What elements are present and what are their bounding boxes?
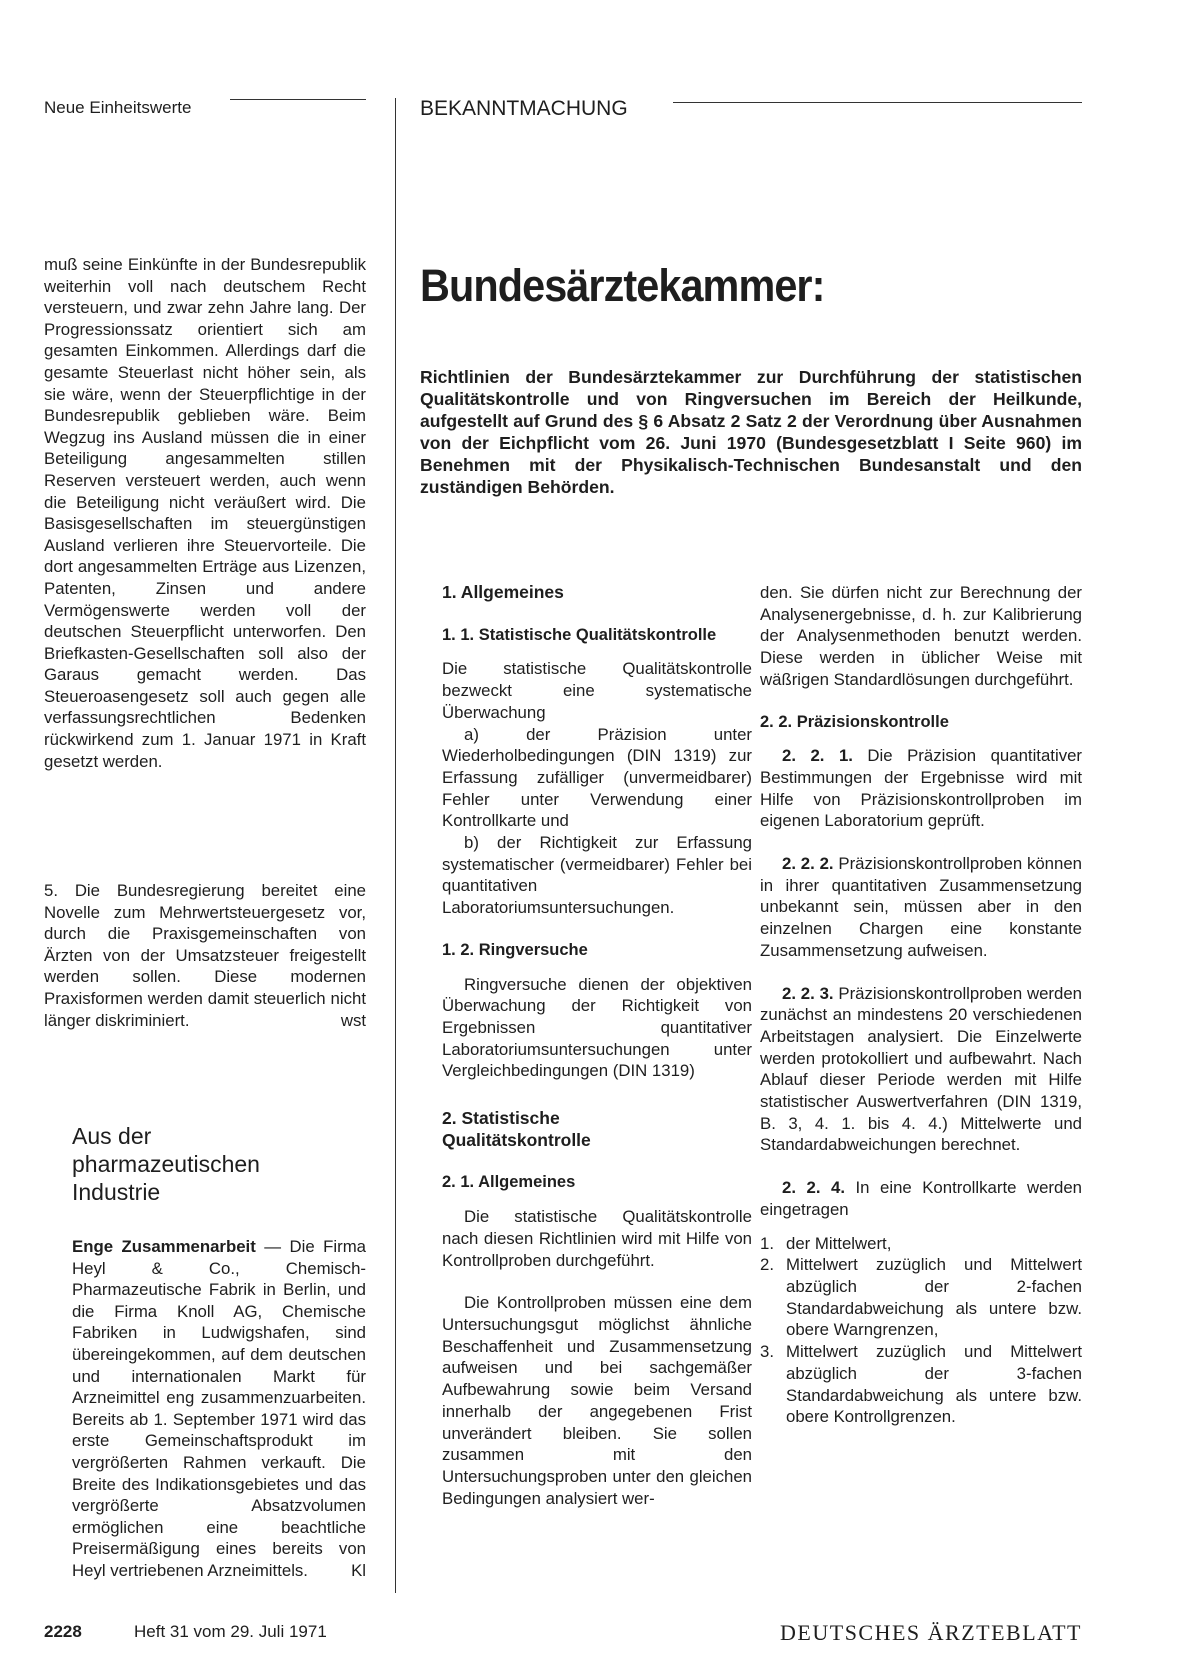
list-item-number: 2.	[760, 1255, 774, 1275]
section-2-1-heading: 2. 1. Allgemeines	[442, 1173, 576, 1192]
journal-name: DEUTSCHES ÄRZTEBLATT	[780, 1620, 1082, 1645]
section-2-2-2	[760, 853, 1082, 962]
left-paragraph-5	[44, 880, 366, 1031]
page-footer	[44, 1620, 1082, 1646]
section-2-1-text-1: Die statistische Qualitätskontrolle nach diesen Richtlinien wird mit Hilfe von Kontrollproben durchgeführt.	[442, 1207, 752, 1270]
list-item-number: 3.	[760, 1342, 774, 1362]
list-item-text: Mittelwert zuzüglich und Mittelwert abzüglich der 2-fachen Standardabweichung als untere bzw. obere Warngrenzen,	[786, 1255, 1082, 1340]
section-1-2-text: Ringversuche dienen der objektiven Überwachung der Richtigkeit von Ergebnissen quantitativer Laboratoriumsuntersuchungen unter Vergleichbedingungen (DIN 1319)	[442, 974, 752, 1081]
article-column-1	[442, 582, 752, 1509]
list-item	[760, 1254, 1082, 1341]
section-2-2-1-lead: 2. 2. 1.	[782, 746, 853, 766]
section-2-heading-line-2: Qualitätskontrolle	[442, 1129, 591, 1150]
section-2-2-1-text: Die Präzision quantitativer Bestimmungen der Ergebnisse wird mit Hilfe von Präzisionskontrollproben im eigenen Laboratorium geprüft.	[760, 746, 1083, 831]
signature-wst: wst	[340, 1010, 366, 1030]
section-2-2-1	[760, 745, 1082, 832]
pharma-paragraph	[72, 1236, 366, 1582]
section-2-2-2-lead: 2. 2. 2.	[782, 854, 834, 874]
pharma-section-heading	[72, 1122, 366, 1206]
running-head-right	[420, 97, 1082, 121]
list-item-text: Mittelwert zuzüglich und Mittelwert abzüglich der 3-fachen Standardabweichung als untere bzw. obere Kontrollgrenzen.	[786, 1342, 1082, 1427]
section-2-heading-line-1: 2. Statistische	[442, 1108, 560, 1129]
article-intro: Richtlinien der Bundesärztekammer zur Durchführung der statistischen Qualitätskontrolle und von Ringversuchen im Bereich der Heilkunde, aufgestellt auf Grund des § 6 Absatz 2 Satz 2 der Verordnung über Ausnahmen von der Eichpflicht vom 26. Juni 1970 (Bundesgesetzblatt I Seite 960) im Benehmen mit der Physikalisch-Technischen Bundesanstalt und den zuständigen Behörden.	[420, 367, 1082, 497]
page-number: 2228	[44, 1622, 82, 1641]
running-head-left-text: Neue Einheitswerte	[44, 98, 192, 117]
column-divider	[395, 98, 396, 1593]
list-item	[760, 1341, 1082, 1428]
issue-info: Heft 31 vom 29. Juli 1971	[134, 1622, 327, 1641]
section-2-1-text-2: Die Kontrollproben müssen eine dem Untersuchungsgut möglichst ähnliche Beschaffenheit und Zusammensetzung aufweisen und bei sachgemäßer Aufbewahrung sowie beim Versand innerhalb der angegebenen Frist unverändert bleiben. Sie sollen zusammen mit den Untersuchungsproben unter den gleichen Bedingungen analysiert wer-	[442, 1293, 752, 1508]
pharma-heading-line-1: Aus der	[72, 1123, 152, 1149]
section-2-2-3-text: Präzisionskontrollproben werden zunächst an mindestens 20 verschiedenen Arbeitstagen analysiert. Die Einzelwerte werden protokolliert und aufbewahrt. Nach Ablauf dieser Periode werden mit Hilfe statistischer Auswertverfahren (DIN 1319, B. 3, 4. 1. bis 4. 4.) Mittelwerte und Standardabweichungen berechnet.	[760, 983, 1082, 1155]
running-head-right-rule	[673, 102, 1082, 103]
left-paragraph-5-lead: 5. Die	[44, 881, 100, 900]
pharma-heading-line-2: pharmazeutischen	[72, 1151, 260, 1177]
section-1-2-heading: 1. 2. Ringversuche	[442, 940, 588, 959]
section-1-1-b: b) der Richtigkeit zur Erfassung systematischer (vermeidbarer) Fehler bei quantitativen Laboratoriumsuntersuchungen.	[442, 833, 752, 918]
section-2-2-4-lead: 2. 2. 4.	[782, 1178, 845, 1198]
section-2-2-4	[760, 1177, 1082, 1220]
section-1-1-a: a) der Präzision unter Wiederholbedingungen (DIN 1319) zur Erfassung zufälliger (unvermeidbarer) Fehler unter Verwendung einer Kontrollkarte und	[442, 724, 752, 831]
left-paragraph-continued: muß seine Einkünfte in der Bundesrepublik weiterhin voll nach deutschem Recht versteuern, und zwar zehn Jahre lang. Der Progressionssatz orientiert sich am gesamten Einkommen. Allerdings darf die gesamte Steuerlast nicht höher sein, als sie wäre, wenn der Steuerpflichtige in der Bundesrepublik geblieben wäre. Beim Wegzug ins Ausland müssen die in einer Beteiligung angesammelten stillen Reserven versteuert werden, auch wenn die Beteiligung nicht veräußert wird. Die Basisgesellschaften im steuergünstigen Ausland verlieren ihre Steuervorteile. Die dort angesammelten Erträge aus Lizenzen, Patenten, Zinsen und andere Vermögenswerte werden voll der deutschen Steuerpflicht unterworfen. Den Briefkasten-Gesellschaften soll also der Garaus gemacht werden. Das Steueroasengesetz soll auch gegen alle verfassungsrechtlichen Bedenken rückwirkend zum 1. Januar 1971 in Kraft gesetzt werden.	[44, 255, 366, 771]
article-title: Bundesärztekammer:	[420, 260, 825, 311]
list-item-text: der Mittelwert,	[786, 1233, 892, 1253]
section-1-heading: 1. Allgemeines	[442, 582, 564, 602]
section-2-2-4-text: In eine Kontrollkarte werden eingetragen	[760, 1178, 1082, 1219]
section-2-2-heading: 2. 2. Präzisionskontrolle	[760, 712, 949, 731]
control-chart-list	[760, 1233, 1082, 1428]
list-item-number: 1.	[760, 1233, 774, 1253]
list-item	[760, 1233, 1082, 1255]
running-head-left-rule	[230, 99, 366, 100]
section-2-heading	[442, 1108, 752, 1151]
section-1-1-text: Die statistische Qualitätskontrolle bezweckt eine systematische Überwachung	[442, 659, 752, 722]
pharma-text: — Die Firma Heyl & Co., Chemisch-Pharmazeutische Fabrik in Berlin, und die Firma Knoll AG, Chemische Fabriken in Ludwigshafen, sind übereingekommen, auf dem deutschen und internationalen Markt für Arzneimittel eng zusammenzuarbeiten. Bereits ab 1. September 1971 wird das erste Gemeinschaftsprodukt im vergrößerten Rahmen verkauft. Die Breite des Indikationsgebietes und das vergrößerte Absatzvolumen ermöglichen eine beachtliche Preisermäßigung eines bereits von Heyl vertriebenen Arzneimittels.	[72, 1237, 366, 1580]
left-paragraph-5-text: Bundesregierung bereitet eine Novelle zum Mehrwertsteuergesetz vor, durch die Praxisgemeinschaften von Ärzten von der Umsatzsteuer freigestellt werden sollen. Diese modernen Praxisformen werden damit steuerlich nicht länger diskriminiert.	[44, 881, 366, 1030]
pharma-heading-line-3: Industrie	[72, 1179, 161, 1205]
section-2-2-2-text: Präzisionskontrollproben können in ihrer quantitativen Zusammensetzung unbekannt sein, müssen aber in den einzelnen Chargen eine konstante Zusammensetzung aufweisen.	[760, 854, 1083, 960]
signature-kl: Kl	[351, 1560, 366, 1580]
section-1-1-heading: 1. 1. Statistische Qualitätskontrolle	[442, 625, 717, 644]
running-head-left	[44, 98, 366, 122]
pharma-lead: Enge Zusammenarbeit	[72, 1237, 256, 1256]
article-column-2	[760, 582, 1082, 1428]
section-2-1-text-cont: den. Sie dürfen nicht zur Berechnung der Analysenergebnisse, d. h. zur Kalibrierung der Analysenmethoden benutzt werden. Diese werden in üblicher Weise mit wäßrigen Standardlösungen durchgeführt.	[760, 583, 1082, 689]
running-head-right-text: BEKANNTMACHUNG	[420, 97, 628, 120]
section-2-2-3	[760, 983, 1082, 1157]
section-2-2-3-lead: 2. 2. 3.	[782, 983, 834, 1003]
